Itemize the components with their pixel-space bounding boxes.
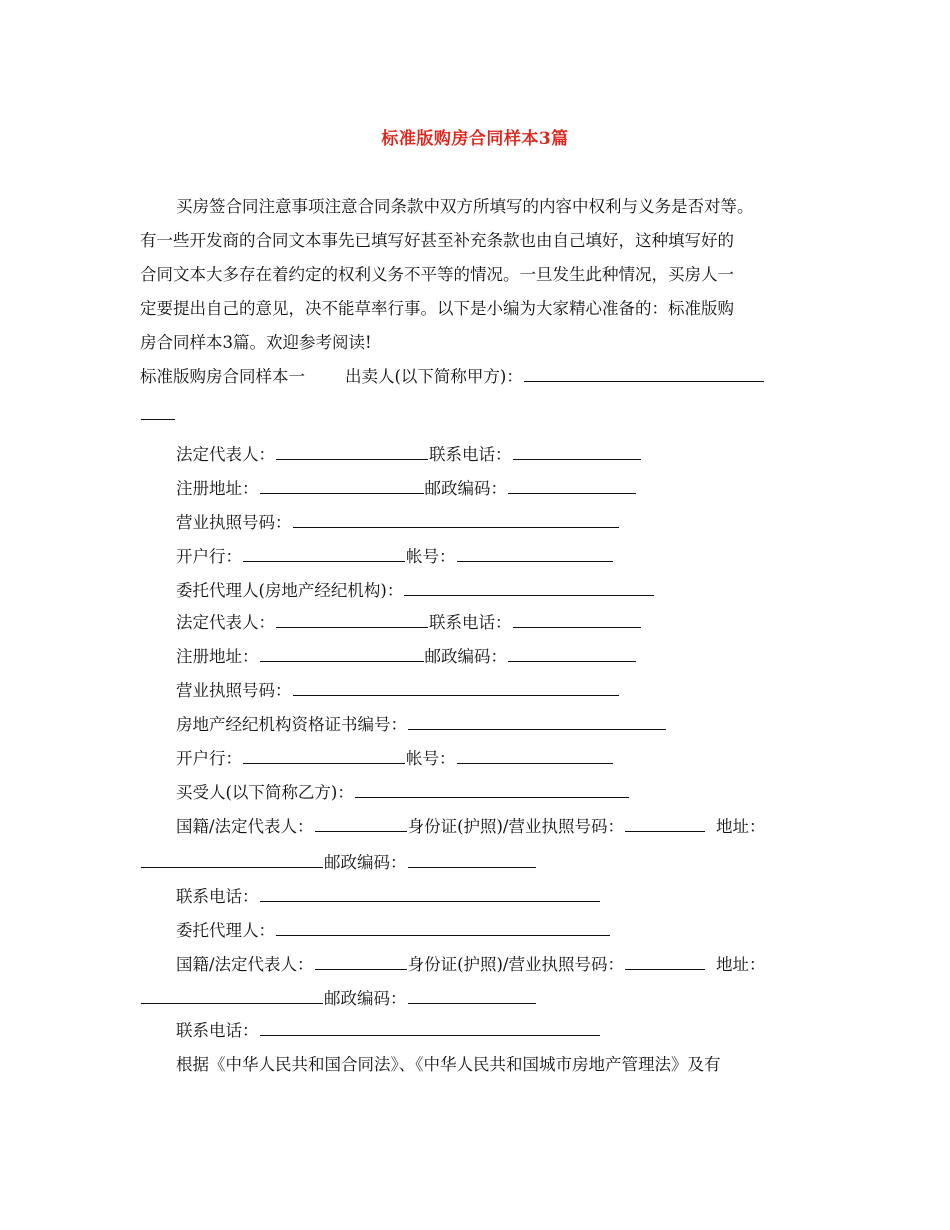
- legal-rep-blank[interactable]: [276, 445, 428, 460]
- nationality-label: 国籍/法定代表人：: [176, 817, 314, 836]
- license-blank[interactable]: [293, 513, 619, 528]
- license-label: 营业执照号码：: [176, 681, 292, 700]
- agent-license-row: [176, 680, 620, 702]
- agent-org-label: 委托代理人(房地产经纪机构)：: [176, 581, 404, 600]
- intro-line-3: 合同文本大多存在着约定的权利义务不平等的情况。一旦发生此种情况，买房人一: [140, 265, 734, 284]
- bank-label: 开户行：: [176, 547, 242, 566]
- bank-label: 开户行：: [176, 749, 242, 768]
- license-label: 营业执照号码：: [176, 513, 292, 532]
- nationality-blank[interactable]: [315, 817, 407, 832]
- seller-legal-rep-row: [176, 444, 642, 466]
- legal-rep-blank[interactable]: [276, 613, 428, 628]
- phone-blank[interactable]: [513, 613, 641, 628]
- seller-license-row: [176, 512, 620, 534]
- buyer-blank[interactable]: [355, 783, 629, 798]
- agent-legal-rep-row: [176, 612, 642, 634]
- buyer-address-row: [140, 852, 537, 874]
- agent-cert-blank[interactable]: [408, 715, 666, 730]
- agent-cert-row: [176, 714, 667, 736]
- agent-blank[interactable]: [276, 921, 610, 936]
- agent-address-row: [176, 646, 637, 668]
- nationality-label: 国籍/法定代表人：: [176, 955, 314, 974]
- buyer-label: 买受人(以下简称乙方)：: [176, 783, 354, 802]
- seller-blank-cont: [140, 404, 176, 426]
- seller-row: [140, 366, 765, 388]
- agent-org-blank[interactable]: [404, 581, 654, 596]
- intro-line-5: 房合同样本3篇。欢迎参考阅读!: [140, 333, 372, 352]
- reg-address-label: 注册地址：: [176, 479, 259, 498]
- postcode-label: 邮政编码：: [424, 479, 507, 498]
- address-blank[interactable]: [141, 853, 323, 868]
- postcode-blank[interactable]: [408, 989, 536, 1004]
- postcode-blank[interactable]: [508, 479, 636, 494]
- agent-phone-row: [176, 1020, 601, 1042]
- seller-blank-2[interactable]: [141, 405, 175, 420]
- id-label: 身份证(护照)/营业执照号码：: [407, 955, 624, 974]
- phone-blank[interactable]: [513, 445, 641, 460]
- legal-rep-label: 法定代表人：: [176, 445, 275, 464]
- document-title: 标准版购房合同样本3篇: [381, 129, 569, 149]
- agent-org-row: [176, 580, 655, 602]
- legal-rep-label: 法定代表人：: [176, 613, 275, 632]
- reg-address-blank[interactable]: [260, 647, 424, 662]
- seller-blank[interactable]: [524, 367, 764, 382]
- phone-blank[interactable]: [260, 887, 600, 902]
- agent-cert-label: 房地产经纪机构资格证书编号：: [176, 715, 407, 734]
- sample-heading: 标准版购房合同样本一: [140, 367, 305, 386]
- postcode-label: 邮政编码：: [324, 989, 407, 1008]
- phone-label: 联系电话：: [429, 445, 512, 464]
- intro-line-4: 定要提出自己的意见，决不能草率行事。以下是小编为大家精心准备的：标准版购: [140, 299, 734, 318]
- agent-label: 委托代理人：: [176, 921, 275, 940]
- seller-label: 出卖人(以下简称甲方)：: [345, 367, 523, 386]
- nationality-blank[interactable]: [315, 955, 407, 970]
- phone-label: 联系电话：: [429, 613, 512, 632]
- bank-blank[interactable]: [243, 547, 405, 562]
- seller-address-row: [176, 478, 637, 500]
- postcode-blank[interactable]: [408, 853, 536, 868]
- account-label: 帐号：: [406, 749, 456, 768]
- reg-address-blank[interactable]: [260, 479, 424, 494]
- id-blank[interactable]: [625, 955, 705, 970]
- phone-blank[interactable]: [260, 1021, 600, 1036]
- address-label: 地址：: [716, 955, 766, 974]
- buyer-agent-row: [176, 920, 611, 942]
- account-label: 帐号：: [406, 547, 456, 566]
- postcode-label: 邮政编码：: [424, 647, 507, 666]
- address-blank[interactable]: [141, 989, 323, 1004]
- account-blank[interactable]: [457, 749, 613, 764]
- phone-label: 联系电话：: [176, 1021, 259, 1040]
- id-label: 身份证(护照)/营业执照号码：: [407, 817, 624, 836]
- agent-address-row-2: [140, 988, 537, 1010]
- closing-line: 根据《中华人民共和国合同法》、《中华人民共和国城市房地产管理法》及有: [176, 1055, 721, 1074]
- buyer-phone-row: [176, 886, 601, 908]
- seller-bank-row: [176, 546, 614, 568]
- phone-label: 联系电话：: [176, 887, 259, 906]
- bank-blank[interactable]: [243, 749, 405, 764]
- id-blank[interactable]: [625, 817, 705, 832]
- account-blank[interactable]: [457, 547, 613, 562]
- intro-line-1: 买房签合同注意事项注意合同条款中双方所填写的内容中权利与义务是否对等。: [176, 197, 754, 216]
- buyer-nationality-row: [176, 816, 766, 838]
- buyer-row: [176, 782, 630, 804]
- postcode-label: 邮政编码：: [324, 853, 407, 872]
- reg-address-label: 注册地址：: [176, 647, 259, 666]
- agent-bank-row: [176, 748, 614, 770]
- address-label: 地址：: [716, 817, 766, 836]
- license-blank[interactable]: [293, 681, 619, 696]
- agent-nationality-row: [176, 954, 766, 976]
- intro-line-2: 有一些开发商的合同文本事先已填写好甚至补充条款也由自己填好，这种填写好的: [140, 231, 734, 250]
- postcode-blank[interactable]: [508, 647, 636, 662]
